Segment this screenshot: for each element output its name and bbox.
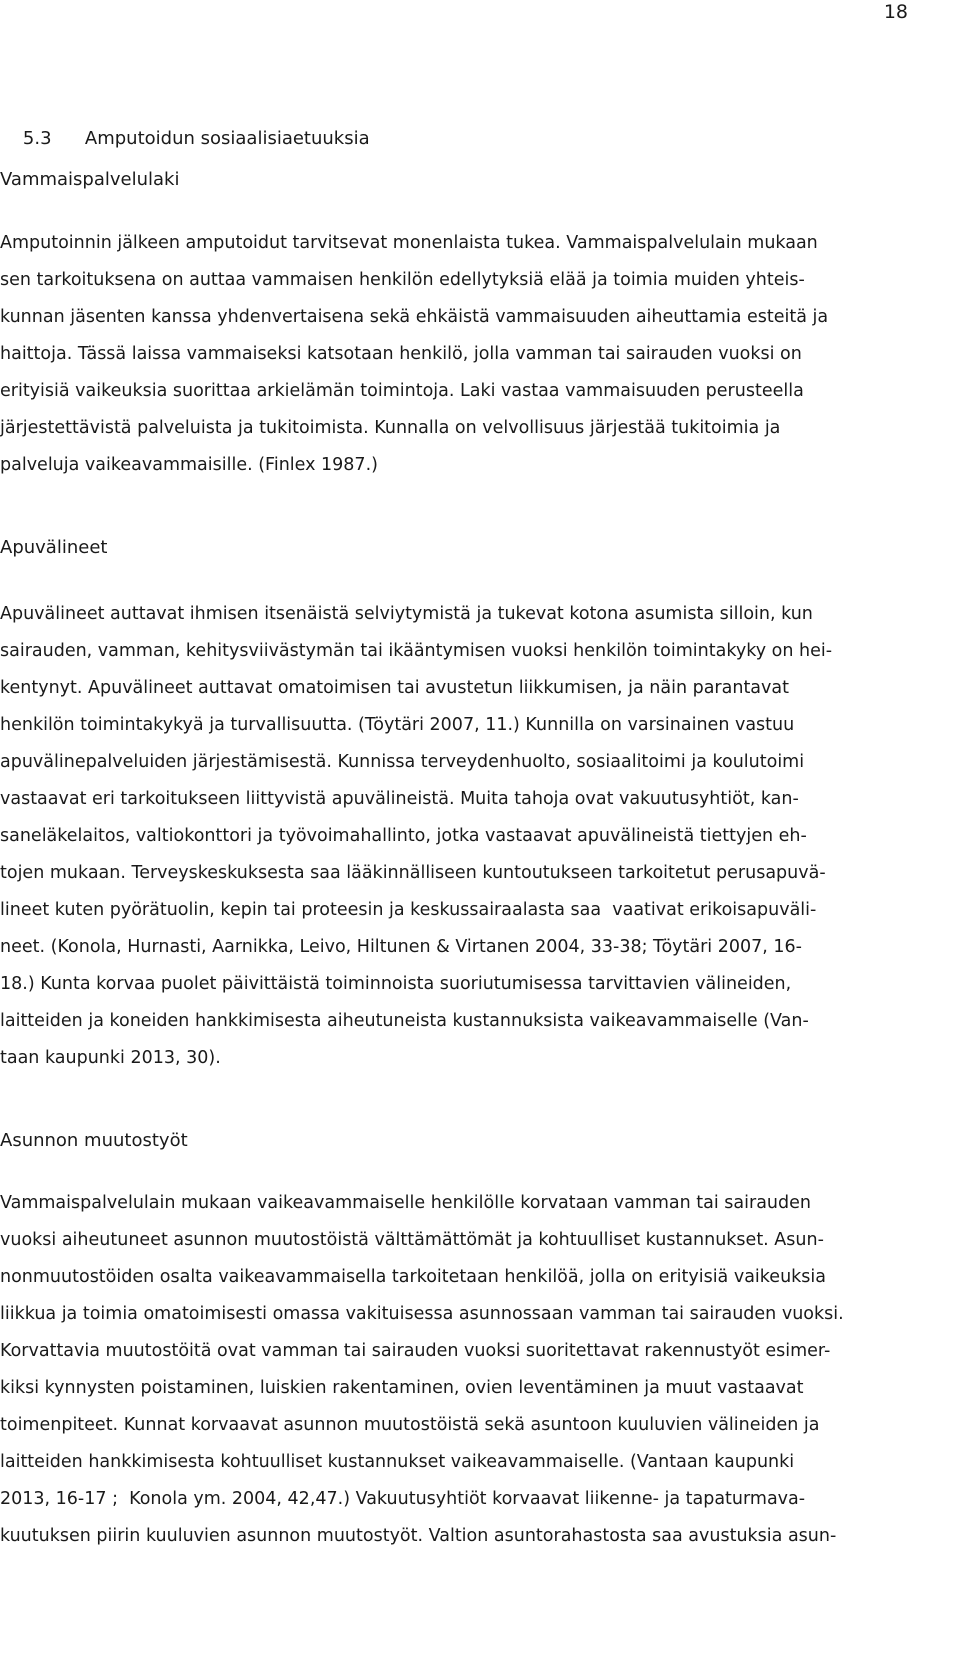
paragraph-vammaispalvelulaki [0,225,932,484]
text-line: Korvattavia muutostöitä ovat vamman tai sairauden vuoksi suoritettavat rakennustyöt esimer- [0,1341,831,1361]
text-line: järjestettävistä palveluista ja tukitoimista. Kunnalla on velvollisuus järjestää tukitoimia ja [0,418,781,438]
text-line: taan kaupunki 2013, 30). [0,1048,221,1068]
section-number: 5.3 [22,128,52,149]
text-line: sen tarkoituksena on auttaa vammaisen henkilön edellytyksiä elää ja toimia muiden yhteis- [0,270,805,290]
text-line: palveluja vaikeavammaisille. (Finlex 1987.) [0,455,378,475]
text-line: kiksi kynnysten poistaminen, luiskien rakentaminen, ovien leventäminen ja muut vastaavat [0,1378,804,1398]
text-line: henkilön toimintakykyä ja turvallisuutta. (Töytäri 2007, 11.) Kunnilla on varsinainen vastuu [0,715,795,735]
text-line: kunnan jäsenten kanssa yhdenvertaisena sekä ehkäistä vammaisuuden aiheuttamia esteitä ja [0,307,829,327]
text-line: Vammaispalvelulain mukaan vaikeavammaiselle henkilölle korvataan vamman tai sairauden [0,1193,811,1213]
section-heading [0,103,370,175]
text-line: laitteiden ja koneiden hankkimisesta aiheutuneista kustannuksista vaikeavammaiselle (Van- [0,1011,809,1031]
text-line: vuoksi aiheutuneet asunnon muutostöistä välttämättömät ja kohtuulliset kustannukset. Asun- [0,1230,824,1250]
text-line: liikkua ja toimia omatoimisesti omassa vakituisessa asunnossaan vamman tai sairauden vuoksi. [0,1304,844,1324]
section-title: Amputoidun sosiaalisiaetuuksia [84,128,370,149]
text-line: kuutuksen piirin kuuluvien asunnon muutostyöt. Valtion asuntorahastosta saa avustuksia asun- [0,1526,837,1546]
text-line: vastaavat eri tarkoitukseen liittyvistä apuvälineistä. Muita tahoja ovat vakuutusyhtiöt, kan- [0,789,799,809]
subsection-heading-vammaispalvelulaki: Vammaispalvelulaki [0,169,180,190]
paragraph-apuvalineet [0,596,932,1077]
text-line: nonmuutostöiden osalta vaikeavammaisella tarkoitetaan henkilöä, jolla on erityisiä vaikeuksia [0,1267,826,1287]
text-line: saneläkelaitos, valtiokonttori ja työvoimahallinto, jotka vastaavat apuvälineistä tiettyjen eh- [0,826,807,846]
text-line: Apuvälineet auttavat ihmisen itsenäistä selviytymistä ja tukevat kotona asumista silloin, kun [0,604,813,624]
text-line: lineet kuten pyörätuolin, kepin tai proteesin ja keskussairaalasta saa vaativat erikoisapuväli- [0,900,817,920]
page-number: 18 [883,1,908,23]
text-line: toimenpiteet. Kunnat korvaavat asunnon muutostöistä sekä asuntoon kuuluvien välineiden ja [0,1415,820,1435]
text-line: Amputoinnin jälkeen amputoidut tarvitsevat monenlaista tukea. Vammaispalvelulain mukaan [0,233,818,253]
text-line: 2013, 16-17 ; Konola ym. 2004, 42,47.) Vakuutusyhtiöt korvaavat liikenne- ja tapaturmava- [0,1489,806,1509]
text-line: apuvälinepalveluiden järjestämisestä. Kunnissa terveydenhuolto, sosiaalitoimi ja koulutoimi [0,752,805,772]
text-line: haittoja. Tässä laissa vammaiseksi katsotaan henkilö, jolla vamman tai sairauden vuoksi on [0,344,802,364]
subsection-heading-apuvalineet: Apuvälineet [0,537,108,558]
text-line: sairauden, vamman, kehitysviivästymän tai ikääntymisen vuoksi henkilön toimintakyky on hei- [0,641,833,661]
text-line: erityisiä vaikeuksia suorittaa arkielämän toimintoja. Laki vastaa vammaisuuden perusteella [0,381,804,401]
text-line: laitteiden hankkimisesta kohtuulliset kustannukset vaikeavammaiselle. (Vantaan kaupunki [0,1452,795,1472]
text-line: neet. (Konola, Hurnasti, Aarnikka, Leivo, Hiltunen & Virtanen 2004, 33-38; Töytäri 2007, 16- [0,937,802,957]
text-line: kentynyt. Apuvälineet auttavat omatoimisen tai avustetun liikkumisen, ja näin parantavat [0,678,789,698]
text-line: 18.) Kunta korvaa puolet päivittäistä toiminnoista suoriutumisessa tarvittavien välineiden, [0,974,792,994]
text-line: tojen mukaan. Terveyskeskuksesta saa lääkinnälliseen kuntoutukseen tarkoitetut perusapuvä- [0,863,826,883]
subsection-heading-asunnon-muutostyot: Asunnon muutostyöt [0,1130,188,1151]
paragraph-asunnon-muutostyot [0,1185,932,1555]
